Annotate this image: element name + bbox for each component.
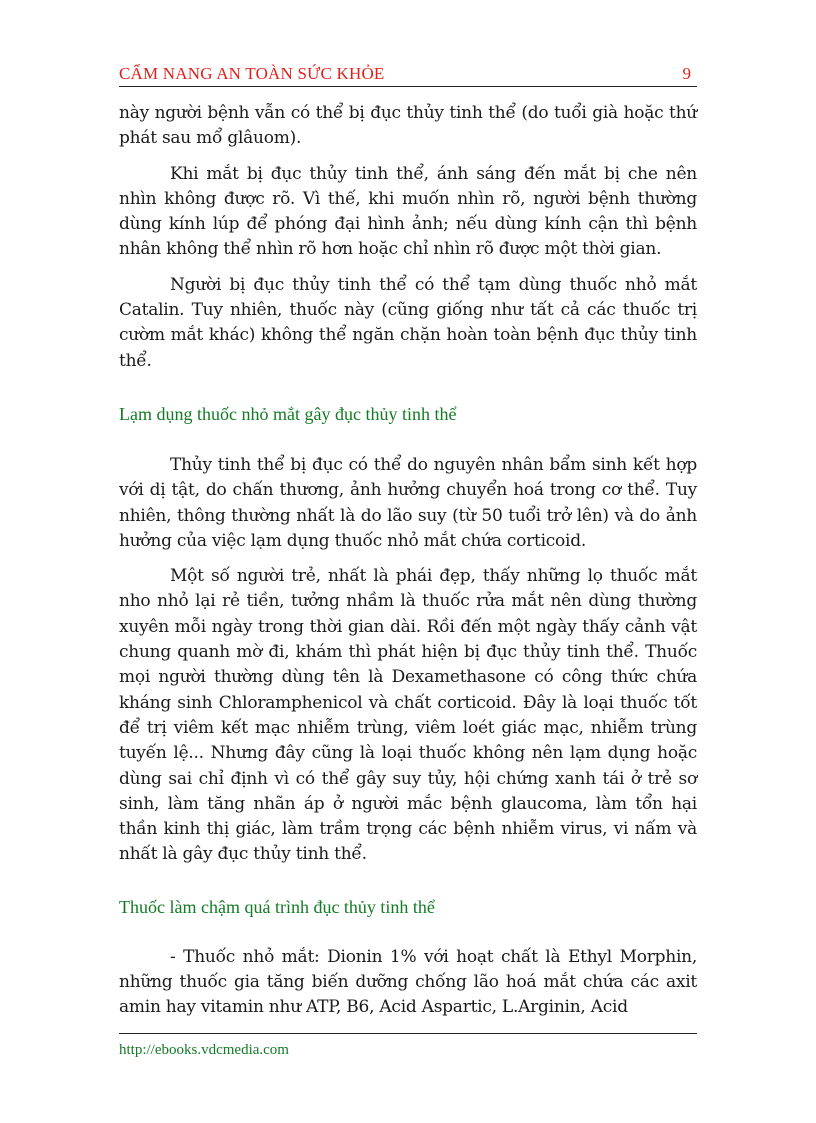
paragraph: Người bị đục thủy tinh thể có thể tạm dùng thuốc nhỏ mắt Catalin. Tuy nhiên, thuốc này (cũng giống như tất cả các thuốc trị cườm mắt khác) không thể ngăn chặn hoàn toàn bệnh đục thủy tinh thể. (119, 274, 697, 371)
section-heading: Lạm dụng thuốc nhỏ mắt gây đục thủy tinh thể (119, 403, 457, 424)
paragraph: Khi mắt bị đục thủy tinh thể, ánh sáng đến mắt bị che nên nhìn không được rõ. Vì thế, khi muốn nhìn rõ, người bệnh thường dùng kính lúp để phóng đại hình ảnh; nếu dùng kính cận thì bệnh nhân không thể nhìn rõ hơn hoặc chỉ nhìn rõ được một thời gian. (119, 163, 697, 260)
section-heading: Thuốc làm chậm quá trình đục thủy tinh thể (119, 896, 435, 917)
paragraph: Một số người trẻ, nhất là phái đẹp, thấy những lọ thuốc mắt nho nhỏ lại rẻ tiền, tưởng nhầm là thuốc rửa mắt nên dùng thường xuyên mỗi ngày trong thời gian dài. Rồi đến một ngày thấy cảnh vật chung quanh mờ đi, khám thì phát hiện bị đục thủy tinh thể. Thuốc mọi người thường dùng tên là Dexamethasone có công thức chứa kháng sinh Chloramphenicol và chất corticoid. Đây là loại thuốc tốt để trị viêm kết mạc nhiễm trùng, viêm loét giác mạc, nhiễm trùng tuyến lệ... Nhưng đây cũng là loại thuốc không nên lạm dụng hoặc dùng sai chỉ định vì có thể gây suy tủy, hội chứng xanh tái ở trẻ sơ sinh, làm tăng nhãn áp ở người mắc bệnh glaucoma, làm tổn hại thần kinh thị giác, làm trầm trọng các bệnh nhiễm virus, vi nấm và nhất là gây đục thủy tinh thể. (119, 566, 697, 865)
page-header (119, 62, 697, 87)
book-title: CẨM NANG AN TOÀN SỨC KHỎE (119, 64, 385, 83)
page-content (119, 101, 697, 1021)
paragraph: Thủy tinh thể bị đục có thể do nguyên nhân bẩm sinh kết hợp với dị tật, do chấn thương, ảnh hưởng chuyển hoá trong cơ thể. Tuy nhiên, thông thường nhất là do lão suy (từ 50 tuổi trở lên) và do ảnh hưởng của việc lạm dụng thuốc nhỏ mắt chứa corticoid. (119, 454, 697, 551)
footer-link[interactable]: http://ebooks.vdcmedia.com (119, 1042, 289, 1058)
paragraph: - Thuốc nhỏ mắt: Dionin 1% với hoạt chất là Ethyl Morphin, những thuốc gia tăng biến dưỡng chống lão hoá mắt chứa các axit amin hay vitamin như ATP, B6, Acid Aspartic, L.Arginin, Acid (119, 946, 697, 1018)
page-footer (119, 1033, 697, 1058)
page-number: 9 (682, 64, 691, 83)
paragraph-continued: này người bệnh vẫn có thể bị đục thủy tinh thể (do tuổi già hoặc thứ phát sau mổ glâuom). (119, 103, 697, 149)
